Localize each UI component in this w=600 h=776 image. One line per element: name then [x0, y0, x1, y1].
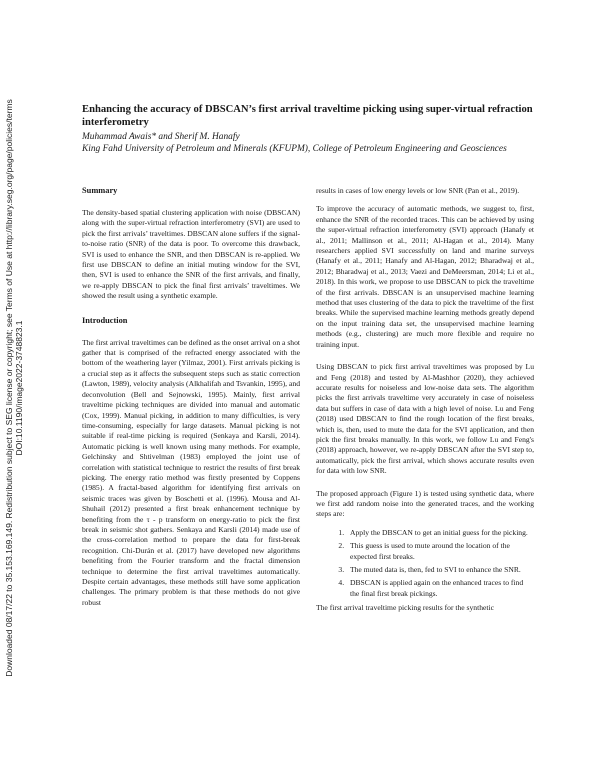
working-steps-list: [316, 528, 534, 599]
paper-authors: Muhammad Awais* and Sherif M. Hanafy: [82, 132, 240, 142]
right-column: [316, 186, 534, 622]
paper-affiliation: King Fahd University of Petroleum and Minerals (KFUPM), College of Petroleum Engineering and Geosciences: [82, 144, 507, 154]
doi: DOI:10.1190/image2022-3748823.1: [14, 320, 24, 456]
right-paragraph-3: Using DBSCAN to pick first arrival traveltimes was proposed by Lu and Feng (2018) and tested by Al-Mashhor (2020), they achieved accurate results for noiseless and low-noise data sets. The algorithm picks the first arrivals traveltime very accurately in case of noiseless data but suffers in case of data with a high level of noise. Lu and Feng (2018) used DBSCAN to find the rough location of the first breaks, which is, then, used to mute the data for the SVI application, and then pick the first breaks manually. In this work, we follow Lu and Feng's (2018) approach, however, we re-apply DBSCAN after the SVI step to, automatically, pick the first arrival, which shows accurate results even for data with low SNR.: [316, 362, 534, 476]
download-notice: Downloaded 08/17/22 to 35.153.169.149. Redistribution subject to SEG license or copyright; see Terms of Use at http://library.seg.org/page/policies/terms: [4, 99, 14, 677]
right-paragraph-2: To improve the accuracy of automatic methods, we suggest to, first, enhance the SNR of the recorded traces. This can be achieved by using the super-virtual refraction interferometry (SVI) approach (Hanafy et al., 2011; Mallinson et al., 2011; Al-Hagan et al., 2014). Many researchers applied SVI successfully on land and marine surveys (Hanafy et al., 2011; Hanafy and Al-Hagan, 2012; Bharadwaj et al., 2012; Bharadwaj et al., 2013; Vaezi and DeMeersman, 2014; Li et al., 2018). In this work, we propose to use DBSCAN to pick the traveltime of the first arrivals. DBSCAN is an unsupervised machine learning method that uses clustering of the data to pick the traveltime of the first breaks. While the supervised machine learning methods greatly depend on the input training data set, the unsupervised machine learning methods (e.g., clustering) are much more flexible and require no training input.: [316, 204, 534, 349]
right-paragraph-4: The proposed approach (Figure 1) is tested using synthetic data, where we first add random noise into the generated traces, and the working steps are:: [316, 488, 534, 519]
list-item: 1. Apply the DBSCAN to get an initial guess for the picking.: [346, 528, 534, 538]
list-item: 3. The muted data is, then, fed to SVI to enhance the SNR.: [346, 565, 534, 575]
download-notice-sidebar: [4, 12, 24, 764]
introduction-paragraph: The first arrival traveltimes can be defined as the onset arrival on a shot gather that is comprised of the refracted energy associated with the bottom of the weathering layer (Yilmaz, 2001). First arrivals picking is a crucial step as it affects the subsequent steps such as static correction (Lawton, 1989), velocity analysis (Alkhalifah and Tsvankin, 1995), and deconvolution (Bell and Sejnowski, 1995). Mainly, first arrival traveltime picking techniques are divided into manual and automatic (Cox, 1999). Manual picking, in addition to many difficulties, is very time-consuming, especially for large datasets. Manual picking is not suitable if real-time picking is required (Senkaya and Karsli, 2014). Automatic picking is well known using many methods. For example, Gelchinsky and Shtivelman (1983) employed the joint use of correlation with statistical technique to restrict the results of first break picking. The energy ratio method was firstly presented by Coppens (1985). A fractal-based algorithm for identifying first arrivals on seismic traces was given by Boschetti et al. (1996). Mousa and Al-Shuhail (2012) presented a first break enhancement technique by benefiting from the τ - p transform on energy-ratio to pick the first break in seismic shot gathers. Senkaya and Karsli (2014) made use of the cross-correlation method to prepare the data for first-break recognition. Chi-Durán et al. (2017) have developed new algorithms benefiting from the Fourier transform and the fractal dimension technique to determine the first arrival traveltimes automatically. Despite certain advantages, these methods still have some application challenges. The primary problem is that these methods do not give robust: [82, 337, 300, 607]
paper-title: Enhancing the accuracy of DBSCAN’s first arrival traveltime picking using super-virtual refraction interferometry: [82, 104, 533, 128]
right-paragraph-5: The first arrival traveltime picking results for the synthetic: [316, 603, 494, 613]
left-column: [82, 186, 300, 616]
summary-heading: Summary: [82, 186, 118, 195]
summary-paragraph: The density-based spatial clustering application with noise (DBSCAN) along with the super-virtual refraction interferometry (SVI) are used to pick the first arrivals’ traveltimes. DBSCAN alone suffers if the signal-to-noise ratio (SNR) of the data is poor. To overcome this drawback, SVI is used to enhance the SNR, and then DBSCAN is re-applied. We first use DBSCAN to define an initial muting window for the SVI, then, SVI is used to enhance the SNR of the first arrivals, and finally, we re-apply DBSCAN to pick the final first arrivals’ traveltimes. We showed the result using a synthetic example.: [82, 208, 300, 301]
introduction-heading: Introduction: [82, 315, 128, 325]
right-paragraph-1: results in cases of low energy levels or low SNR (Pan et al., 2019).: [316, 186, 520, 195]
list-item: 2. This guess is used to mute around the location of the expected first breaks.: [346, 541, 534, 562]
list-item: 4. DBSCAN is applied again on the enhanced traces to find the final first break pickings.: [346, 578, 534, 599]
